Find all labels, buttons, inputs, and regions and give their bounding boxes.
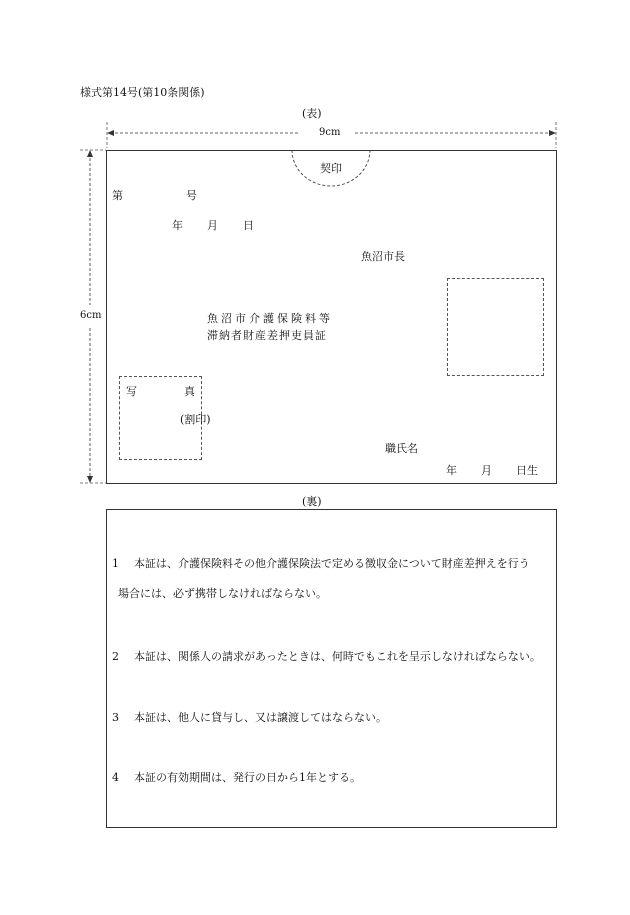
- birth-month: 月: [481, 464, 492, 477]
- note-text: 本証は、他人に貸与し、又は譲渡してはならない。: [134, 711, 387, 724]
- note-2: [112, 648, 541, 664]
- height-label: 6cm: [80, 310, 102, 321]
- split-seal-label: (割印): [180, 413, 211, 426]
- date-month: 月: [207, 219, 218, 232]
- card-title-line1: 魚沼市介護保険料等: [207, 312, 333, 325]
- seal-label: 契印: [320, 162, 342, 175]
- back-label: (裏): [302, 495, 322, 508]
- front-label: (表): [302, 107, 322, 120]
- issuer-seal-box: [447, 278, 544, 376]
- note-text: 本証は、関係人の請求があったときは、何時でもこれを呈示しなければならない。: [134, 650, 541, 663]
- note-number: 1: [112, 557, 119, 570]
- note-text: 本証の有効期間は、発行の日から1年とする。: [134, 771, 361, 784]
- number-prefix: 第: [112, 189, 123, 202]
- date-year: 年: [172, 219, 183, 232]
- note-number: 3: [112, 711, 119, 724]
- note-number: 4: [112, 771, 119, 784]
- name-label: 職氏名: [385, 442, 418, 455]
- issuer: 魚沼市長: [361, 250, 405, 263]
- width-label: 9cm: [319, 127, 341, 138]
- note-4: [112, 769, 361, 785]
- note-1-continued: 場合には、必ず携帯しなければならない。: [118, 587, 327, 600]
- note-1: [112, 555, 530, 571]
- photo-label-right: 真: [184, 385, 195, 398]
- note-number: 2: [112, 650, 119, 663]
- card-title-line2: 滞納者財産差押吏員証: [207, 329, 327, 342]
- birth-year: 年: [446, 464, 457, 477]
- birth-day: 日生: [516, 464, 538, 477]
- number-suffix: 号: [186, 189, 197, 202]
- note-3: [112, 709, 387, 725]
- date-day: 日: [243, 219, 254, 232]
- form-title: 様式第14号(第10条関係): [80, 86, 205, 99]
- note-text: 本証は、介護保険料その他介護保険法で定める徴収金について財産差押えを行う: [134, 557, 530, 570]
- photo-label-left: 写: [126, 385, 137, 398]
